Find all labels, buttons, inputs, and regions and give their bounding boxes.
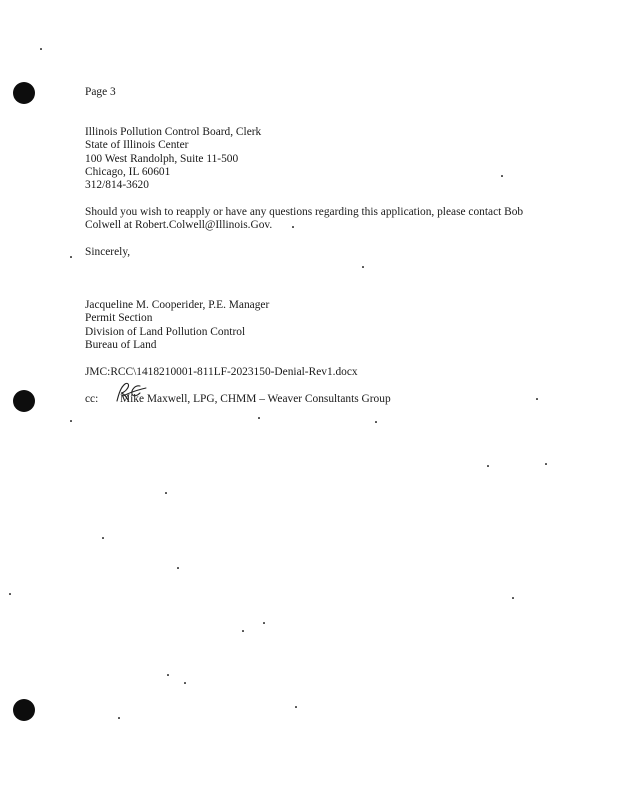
recipient-street: 100 West Randolph, Suite 11-500 xyxy=(85,153,239,165)
scan-speck xyxy=(242,630,244,632)
scan-speck xyxy=(545,463,547,465)
scan-speck xyxy=(40,48,42,50)
scan-speck xyxy=(362,266,364,268)
hole-punch-bottom xyxy=(13,699,35,721)
scan-speck xyxy=(9,593,11,595)
cc-label: cc: xyxy=(85,393,99,405)
handwritten-initials xyxy=(113,381,147,403)
scan-speck xyxy=(295,706,297,708)
scan-speck xyxy=(177,567,179,569)
recipient-city: Chicago, IL 60601 xyxy=(85,166,171,178)
scan-speck xyxy=(165,492,167,494)
recipient-name: Illinois Pollution Control Board, Clerk xyxy=(85,126,262,138)
signatory-bureau: Bureau of Land xyxy=(85,339,157,351)
scan-speck xyxy=(512,597,514,599)
scan-speck xyxy=(292,226,294,228)
scan-speck xyxy=(375,421,377,423)
scan-speck xyxy=(258,417,260,419)
file-reference: JMC:RCC\1418210001-811LF-2023150-Denial-Rev1.docx xyxy=(85,366,358,378)
cc-recipient: Mike Maxwell, LPG, CHMM – Weaver Consultants Group xyxy=(120,393,391,405)
scan-speck xyxy=(70,420,72,422)
hole-punch-top xyxy=(13,82,35,104)
scan-speck xyxy=(487,465,489,467)
recipient-phone: 312/814-3620 xyxy=(85,179,149,191)
scan-speck xyxy=(102,537,104,539)
scan-speck xyxy=(184,682,186,684)
signatory-name-title: Jacqueline M. Cooperider, P.E. Manager xyxy=(85,299,270,311)
hole-punch-middle xyxy=(13,390,35,412)
signatory-section: Permit Section xyxy=(85,312,153,324)
closing: Sincerely, xyxy=(85,246,131,258)
body-line-2: Colwell at Robert.Colwell@Illinois.Gov. xyxy=(85,219,273,231)
scan-speck xyxy=(118,717,120,719)
page-number: Page 3 xyxy=(85,86,116,98)
recipient-building: State of Illinois Center xyxy=(85,139,189,151)
body-line-1: Should you wish to reapply or have any questions regarding this application, please contact Bob xyxy=(85,206,524,218)
scan-speck xyxy=(501,175,503,177)
scan-speck xyxy=(263,622,265,624)
scan-speck xyxy=(536,398,538,400)
scan-speck xyxy=(167,674,169,676)
scan-speck xyxy=(70,256,72,258)
signatory-division: Division of Land Pollution Control xyxy=(85,326,246,338)
